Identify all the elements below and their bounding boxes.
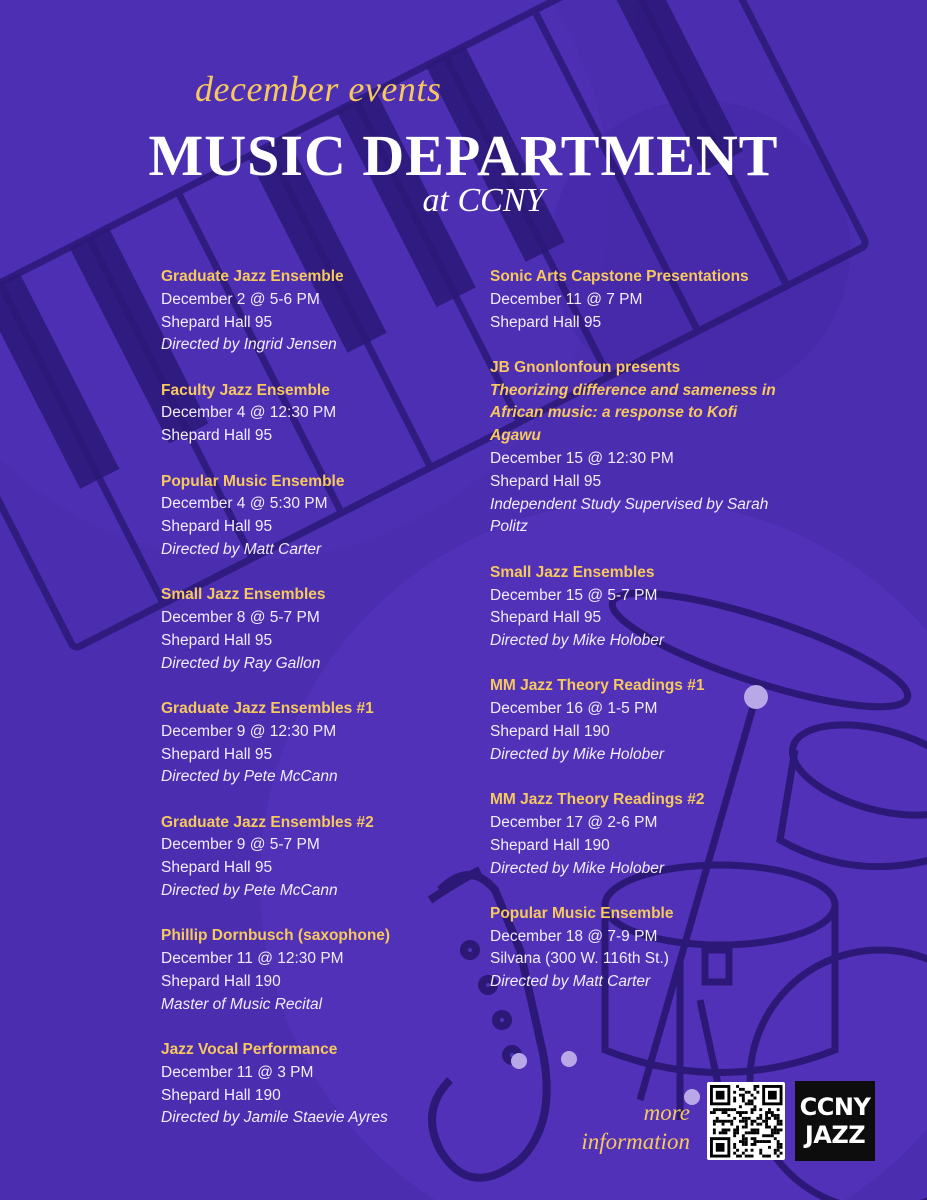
event-title: Jazz Vocal Performance (161, 1041, 338, 1059)
event-venue: Shepard Hall 95 (161, 859, 273, 877)
event-item (490, 562, 790, 653)
event-item (490, 789, 790, 880)
event-venue: Shepard Hall 190 (161, 972, 281, 990)
event-venue: Shepard Hall 95 (161, 518, 273, 536)
event-date: December 16 @ 1-5 PM (490, 700, 658, 718)
event-note: Directed by Jamile Staevie Ayres (161, 1109, 388, 1127)
event-item (161, 812, 491, 903)
event-date: December 11 @ 3 PM (161, 1063, 314, 1081)
logo-line-1: CCNY (799, 1093, 871, 1121)
event-venue: Shepard Hall 95 (490, 609, 602, 627)
event-date: December 11 @ 7 PM (490, 290, 643, 308)
event-item (161, 1039, 491, 1130)
event-title: Sonic Arts Capstone Presentations (490, 268, 749, 285)
event-venue: Shepard Hall 95 (161, 427, 273, 445)
event-note: Master of Music Recital (161, 995, 323, 1013)
qr-code-icon[interactable] (707, 1082, 785, 1160)
event-venue: Shepard Hall 95 (161, 631, 273, 649)
event-venue: Shepard Hall 95 (490, 472, 602, 490)
event-item (161, 266, 491, 357)
event-title: Graduate Jazz Ensemble (161, 268, 344, 285)
event-date: December 4 @ 5:30 PM (161, 495, 328, 513)
event-date: December 15 @ 12:30 PM (490, 450, 674, 468)
event-item (161, 380, 491, 448)
event-date: December 15 @ 5-7 PM (490, 586, 658, 604)
event-venue: Shepard Hall 190 (490, 723, 610, 741)
event-date: December 2 @ 5-6 PM (161, 290, 320, 308)
event-note: Directed by Ray Gallon (161, 654, 321, 672)
event-item (161, 584, 491, 675)
event-title: Phillip Dornbusch (saxophone) (161, 927, 391, 945)
event-title: Faculty Jazz Ensemble (161, 381, 330, 399)
qr-code-graphic (707, 1082, 785, 1160)
event-note: Directed by Mike Holober (490, 632, 665, 650)
sax-dot-2 (561, 1051, 577, 1067)
event-title: Small Jazz Ensembles (161, 586, 326, 604)
poster-kicker: december events (195, 69, 442, 109)
event-item (490, 357, 790, 539)
event-item (490, 675, 790, 766)
event-title: Graduate Jazz Ensembles #2 (161, 813, 374, 831)
events-column-left (161, 266, 491, 1153)
event-title: Graduate Jazz Ensembles #1 (161, 699, 374, 717)
event-venue: Shepard Hall 95 (161, 745, 273, 763)
event-date: December 4 @ 12:30 PM (161, 404, 337, 422)
event-venue: Shepard Hall 190 (490, 836, 610, 854)
event-date: December 9 @ 12:30 PM (161, 722, 337, 740)
event-title: Popular Music Ensemble (490, 904, 674, 922)
poster-title: MUSIC DEPARTMENT (148, 123, 779, 188)
event-title: MM Jazz Theory Readings #2 (490, 791, 705, 809)
event-date: December 18 @ 7-9 PM (490, 927, 658, 945)
event-venue: Shepard Hall 95 (161, 313, 273, 331)
event-item (161, 471, 491, 562)
sax-dot-1 (511, 1053, 527, 1069)
event-note: Directed by Matt Carter (161, 540, 322, 558)
event-note: Directed by Mike Holober (490, 745, 665, 763)
event-note: Directed by Pete McCann (161, 768, 338, 786)
event-title: JB Gnonlonfoun presents (490, 358, 681, 376)
event-date: December 9 @ 5-7 PM (161, 836, 320, 854)
event-note: Directed by Mike Holober (490, 859, 665, 877)
event-note: Directed by Pete McCann (161, 882, 338, 900)
event-item (490, 266, 790, 334)
event-date: December 17 @ 2-6 PM (490, 813, 658, 831)
event-note: Directed by Matt Carter (490, 973, 651, 991)
event-venue: Silvana (300 W. 116th St.) (490, 950, 669, 968)
event-title: Popular Music Ensemble (161, 472, 345, 490)
event-talk-title: Theorizing difference and sameness in African music: a response to Kofi Agawu (490, 381, 776, 445)
event-venue: Shepard Hall 95 (490, 313, 602, 331)
ccny-jazz-logo (795, 1081, 875, 1161)
event-venue: Shepard Hall 190 (161, 1086, 281, 1104)
event-title: MM Jazz Theory Readings #1 (490, 677, 705, 695)
event-item (161, 925, 491, 1016)
event-note: Independent Study Supervised by Sarah Politz (490, 495, 769, 536)
event-note: Directed by Ingrid Jensen (161, 336, 337, 354)
event-item (161, 698, 491, 789)
event-date: December 11 @ 12:30 PM (161, 950, 344, 968)
more-information-label: more information (581, 1100, 690, 1154)
event-title: Small Jazz Ensembles (490, 563, 655, 581)
event-item (490, 903, 790, 994)
events-column-right (490, 266, 790, 1017)
poster-subtitle: at CCNY (422, 182, 545, 219)
logo-line-2: JAZZ (804, 1121, 866, 1149)
event-date: December 8 @ 5-7 PM (161, 609, 320, 627)
